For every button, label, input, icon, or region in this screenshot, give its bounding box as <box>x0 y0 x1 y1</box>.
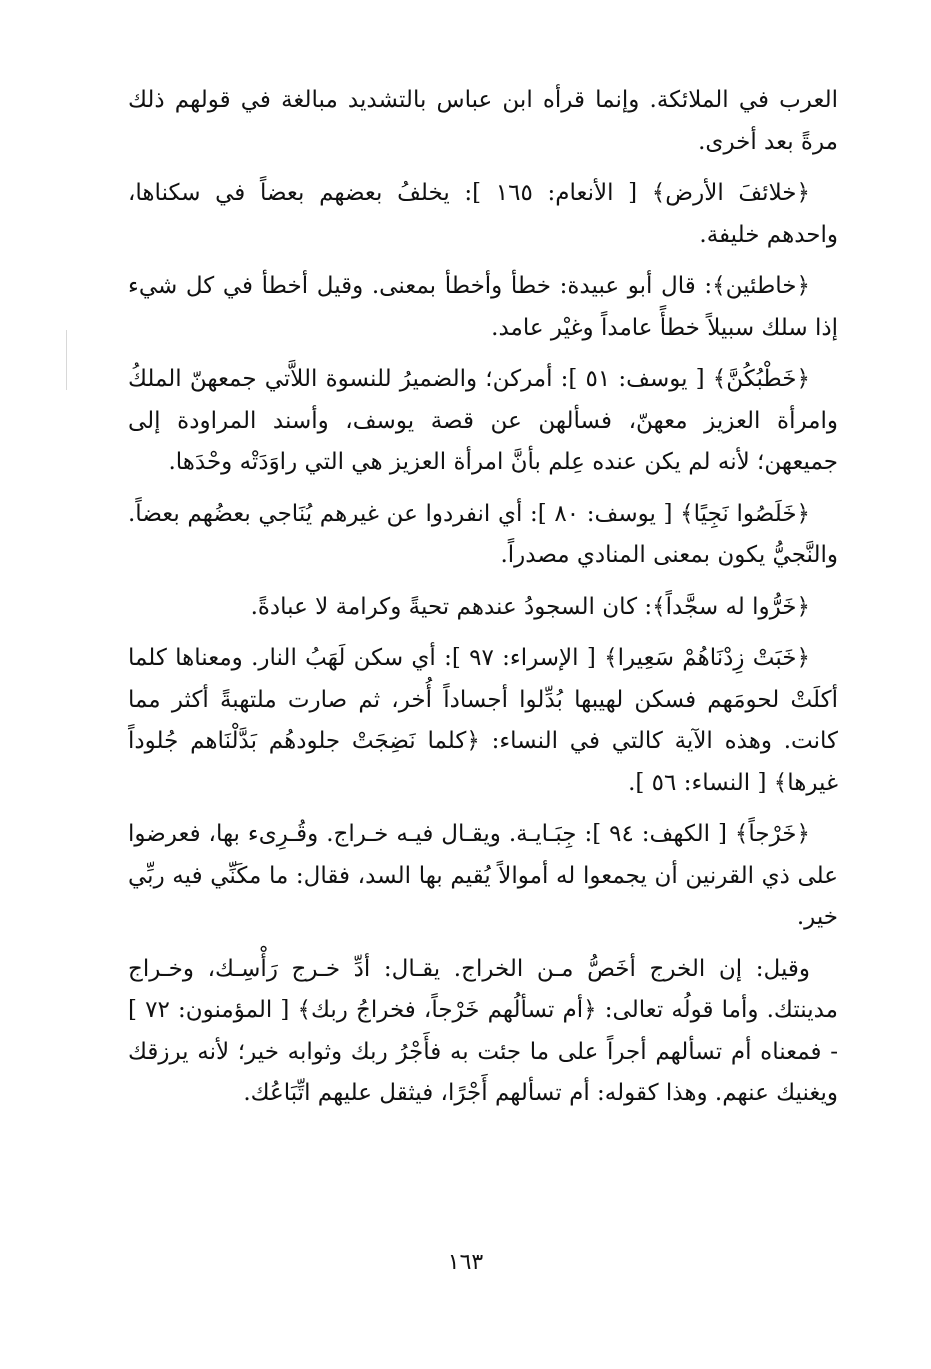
paragraph-khatbukunna: ﴿خَطْبُكُنَّ﴾ [ يوسف: ٥١ ]: أمركن؛ والضميرُ للنسوة اللاَّتي جمعهنّ الملكُ وامرأة العزيز معهنّ، فسألهن عن قصة يوسف، وأسند المراودة إلى جميعهن؛ لأنه لم يكن عنده عِلم بأنَّ امرأة العزيز هي التي راوَدَتْه وحْدَها. <box>128 366 838 475</box>
paragraph-kharaj: وقيل: إن الخرج أخَصُّ مـن الخراج. يقـال: أدِّ خـرج رَأْسِـك، وخـراج مدينتك. وأما قولُه تعالى: ﴿أم تسألُهم خَرْجاً، فخراجُ ربك﴾ [ المؤمنون: ٧٢ ] - فمعناه أم تسألهم أجراً على ما جئت به فأَجْرُ ربك وثوابه خير؛ لأنه يرزقك ويغنيك عنهم. وهذا كقوله: أم تسألهم أَجْرًا، فيثقل عليهم اتِّبَاعُك. <box>128 955 838 1106</box>
page-body <box>128 80 838 1125</box>
paragraph-khabat: ﴿خَبَتْ زِدْنَاهُمْ سَعِيرا﴾ [ الإسراء: ٩٧ ]: أي سكن لَهَبُ النار. ومعناها كلما أكلَتْ لحومَهم فسكن لهيبها بُدِّلوا أجساداً أُخر، ثم صارت ملتهبةً أكثر مما كانت. وهذه الآية كالتي في النساء: ﴿كلما نَضِجَتْ جلودهُم بَدَّلْنَاهم جُلوداً غيرها﴾ [ النساء: ٥٦ ]. <box>128 645 838 796</box>
paragraph-kharjan: ﴿خَرْجاً﴾ [ الكهف: ٩٤ ]: جِبَـايـة. ويقـال فيـه خـراج. وقُـرِىء بها، فعرضوا على ذي القرنين أن يجمعوا له أموالاً يُقيم بها السد، فقال: ما مكَنِّي فيه ربِّي خير. <box>128 821 838 930</box>
page-number: ١٦٣ <box>447 1250 484 1275</box>
scan-edge-line <box>66 330 67 390</box>
paragraph-continuation: العرب في الملائكة. وإنما قرأه ابن عباس بالتشديد مبالغة في قولهم ذلك مرةً بعد أخرى. <box>128 87 838 155</box>
paragraph-khalaif: ﴿خلائفَ الأرض﴾ [ الأنعام: ١٦٥ ]: يخلفُ بعضهم بعضاً في سكناها، واحدهم خليفة. <box>128 180 838 248</box>
paragraph-khalasu: ﴿خَلَصُوا نَجِيًا﴾ [ يوسف: ٨٠ ]: أي انفردوا عن غيرهم يُنَاجي بعضُهم بعضاً. والنَّجيُّ يكون بمعنى المنادي مصدراً. <box>128 500 838 568</box>
paragraph-khatiin: ﴿خاطئين﴾: قال أبو عبيدة: خطأ وأخطأ بمعنى. وقيل أخطأ في كل شيء إذا سلك سبيلاً خطأً عامداً وغيْر عامد. <box>128 273 838 341</box>
paragraph-kharru: ﴿خَرُّوا له سجَّداً﴾: كان السجودُ عندهم تحيةً وكرامة لا عبادةً. <box>250 593 810 620</box>
